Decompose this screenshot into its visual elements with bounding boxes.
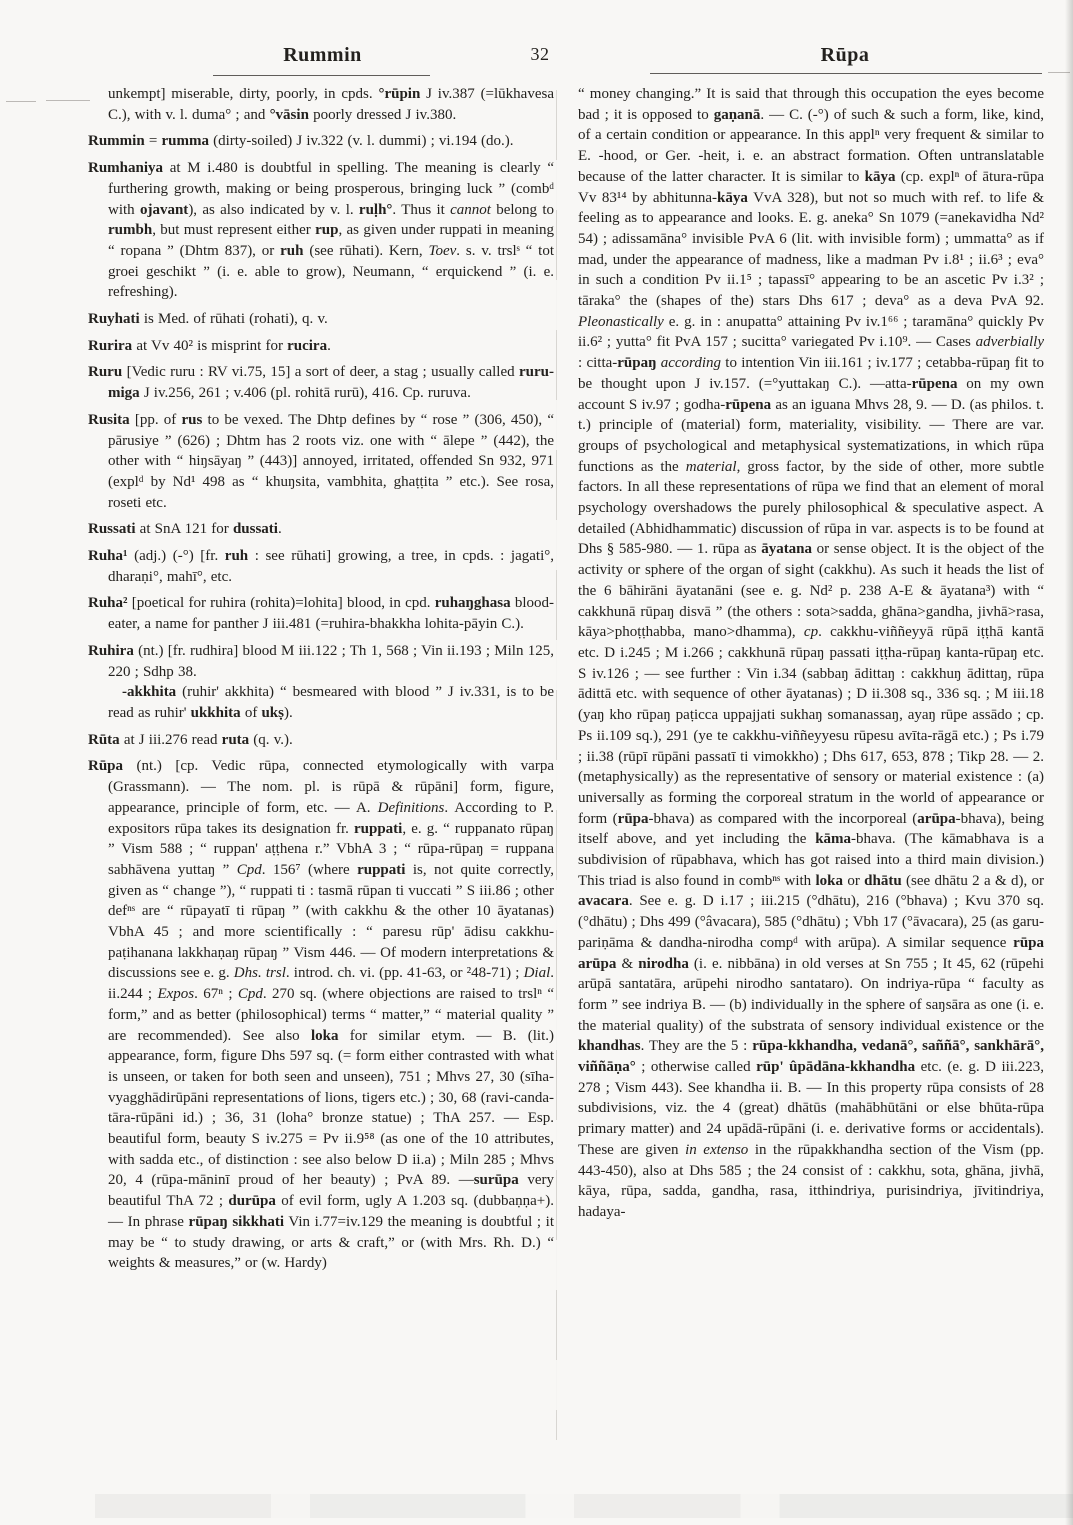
text-segment: Expos: [157, 986, 195, 1003]
text-segment: ).: [284, 704, 293, 721]
text-segment: ukṣ: [261, 704, 284, 721]
text-segment: kāya: [716, 189, 748, 206]
text-segment: [Vedic ruru : RV vi.75, 15] a sort of deer, a stag ; usually called: [122, 364, 519, 381]
text-segment: blood-eater, a name for panther J iii.481 (=ruhira-bhakkha lohita-pāyin C.).: [108, 595, 554, 633]
text-segment: (dirty-soiled) J iv.322 (v. l. dummi) ; vi.194 (do.).: [208, 133, 514, 150]
text-segment: Ruru: [88, 364, 123, 381]
text-segment: Ruhira: [88, 642, 134, 659]
text-segment: Rumhaniya: [88, 160, 164, 177]
text-segment: rup: [315, 222, 339, 239]
text-segment: rūp' ûpādāna-kkhandha: [756, 1059, 916, 1076]
text-segment: Rūpa: [88, 758, 124, 775]
text-segment: of evil form, ugly A 1.203 sq. (dubbaṇṇa+). — In phrase: [108, 1193, 554, 1230]
dictionary-entry: [88, 641, 554, 682]
text-segment: . cakkhu-viññeyyā rūpā iṭṭhā kantā etc. D i.245 ; M i.266 ; cakkhunā rūpaŋ passati iṭṭha-rūpaŋ kanta-rūpaŋ etc. S iv.126 ; — see further : Vin i.34 (sabbaŋ ādittaŋ : cakkhuŋ ādittaŋ, rūpa ādittā etc. with sequence of other āyatanas) ; D ii.308 sq., 336 sq. ; M iii.18 (yaŋ kho rūpaŋ paṭicca uppajjati sukhaŋ somanassaŋ, ayaŋ rūpe assādo ; cp. Ps ii.109 sq.), 291 (ye te cakkhu-viññeyyesu rūpesu avīta-rāgā etc.) ; Ps i.79 ; ii.38 (rūpī rūpāni passatī ti vimokkho) ; Dhs 617, 653, 878 ; Tikp 28. — 2. (metaphysically) as the representative of sensory or material existence : (a) universally as forming the corporeal stratum in the world of appearance or form (: [578, 624, 1044, 827]
text-segment: ruh: [280, 242, 304, 259]
text-segment: rumbh: [108, 222, 153, 239]
text-segment: at Vv 40² is misprint for: [132, 337, 288, 354]
text-segment: e. g. in : anupatta° attaining Pv iv.1⁶⁶ ; taramāna° quickly Pv ii.6² ; yutta° fit PvA 157 ; sucitta° variegated Pv i.10⁹. — Cases: [578, 313, 1044, 351]
text-segment: . Thus it: [392, 201, 451, 218]
text-segment: loka: [815, 872, 844, 889]
running-head-right: Rūpa: [820, 44, 870, 66]
header-rule-left: [213, 75, 430, 76]
scan-artifact-band: [95, 1494, 1073, 1518]
text-segment: : see rūhati] growing, a tree, in cpds. : jagati°, dharaṇi°, mahī°, etc.: [108, 548, 554, 585]
dictionary-entry: [88, 131, 554, 152]
text-segment: Ruha²: [88, 595, 128, 612]
text-segment: on my own account S iv.97 ; godha-: [578, 375, 1044, 413]
text-segment: etc. (e. g. D iii.223, 278 ; Vism 443). See khandha ii. B. — In this property rūpa consists of 28 subdivisions, viz. the 4 (great) dhātūs (mahābhūtāni or else bhūta-rūpa primary matter) and 24 upādā-rūpāni (i. e. derivative forms or accidentals). These are given: [578, 1059, 1044, 1158]
text-segment: (see dhātu 2 a & d), or: [901, 872, 1045, 889]
text-segment: Cpd: [236, 861, 262, 878]
text-segment: to intention Vin iii.161 ; iv.177 ; cetabba-rūpaŋ fit to be thought upon J iv.157. (=°yuttakaŋ C.). —atta-: [578, 355, 1044, 392]
text-segment: kāma: [815, 831, 852, 848]
text-segment: Definitions: [377, 799, 445, 816]
text-segment: adverbially: [975, 334, 1044, 351]
text-segment: , as given under ruppati in meaning “ ropana ” (Dhtm 837), or: [108, 222, 554, 259]
text-segment: ruḷh°: [358, 201, 393, 218]
page-number: 32: [530, 44, 550, 64]
text-segment: Vin i.77=iv.129 the meaning is doubtful ; it may be “ to study drawing, or arts & craft,” or (with Mrs. Rh. D.) “ weights & measures,” or (w. Hardy): [108, 1213, 555, 1272]
left-column: [88, 84, 554, 1280]
text-segment: is, not quite correctly, given as “ change ”), “ ruppati ti : tasmā rūpan ti vuccati ” S iii.86 ; other defⁿˢ are “ rūpayatī ti rūpaŋ ” (with cakkhu & the other 10 āyatanas) VbhA 45 ; and more scientifically : “ paresu rūp' ādisu cakkhu-paṭihanana lakkhaṇaŋ rūpaŋ ” Vism 446. — Of modern interpretations & discussions see e. g.: [108, 861, 554, 982]
scan-margin-dash: [1048, 72, 1070, 73]
text-segment: , e. g. “ ruppanato rūpaŋ ” Vism 588 ; “ ruppan' aṭṭhena r.” VbhA 3 ; “ rūpa-rūpaŋ = ruppana sabhāvena yuttaŋ ”: [108, 820, 554, 878]
dictionary-entry: [88, 410, 554, 514]
text-segment: . See e. g. D i.17 ; iii.215 (°dhātu), 216 (°bhava) ; Kvu 370 sq. (°dhātu) ; Dhs 499 (°âvacara), 585 (°dhātu) ; Vbh 17 (°āvacara), 25 (as garu-pariṇāma & dandha-nirodha compᵈ with arūpa). A similar sequence: [578, 893, 1044, 951]
text-segment: ruppati: [357, 861, 406, 878]
text-segment: -bhava. (The kāmabhava is a subdivision of rūpabhava, which has got raised into a third main division.) This triad is also found in combⁿˢ with: [578, 831, 1044, 889]
dictionary-entry: [88, 362, 554, 403]
text-segment: Russati: [88, 521, 136, 538]
text-segment: -akkhita: [122, 684, 177, 701]
text-segment: rūpena: [911, 375, 958, 392]
text-segment: -bhava), being itself above, and yet including the: [578, 810, 1045, 848]
text-segment: Rummin: [88, 133, 145, 150]
text-segment: khandhas: [578, 1038, 641, 1055]
text-segment: . They are the 5 :: [640, 1038, 753, 1055]
text-segment: rus: [181, 411, 203, 428]
text-segment: Rurira: [88, 337, 133, 354]
text-segment: very beautiful ThA 72 ;: [108, 1172, 554, 1210]
dictionary-entry: [88, 730, 554, 751]
text-segment: unkempt] miserable, dirty, poorly, in cpds.: [108, 86, 379, 102]
text-segment: “ money changing.” It is said that through this occupation the eyes become bad ; it is opposed to: [578, 86, 1044, 123]
text-segment: ruta: [221, 731, 250, 748]
text-segment: Toev: [428, 242, 457, 259]
dictionary-entry: [88, 519, 554, 540]
text-segment: rucira: [287, 337, 328, 354]
text-segment: at J iii.276 read: [119, 731, 222, 748]
dictionary-entry: [88, 593, 554, 634]
text-segment: ruru-miga: [108, 364, 554, 402]
text-segment: VvA 328), but not so much with ref. to life & feeling as to appearance and looks. E. g. aneka° Sn 1079 (=anekavidha Nd² 54) ; adissamāna° invisible PvA 6 (lit. with invisible form) ; ummatta° as if mad, under the appearance of madness, like a madman Pv i.8¹ ; ii.6³ ; eva° in such a condition Pv ii.1⁵ ; tapassī° appearing to be an ascetic Pv i.3² ; tāraka° the (shapes of the) stars Dhs 617 ; deva° as a deva PvA 92.: [578, 189, 1045, 310]
text-segment: .: [277, 521, 282, 538]
text-segment: . 270 sq. (where objections are raised to trslⁿ “ form,” and as better (philosophical) terms “ matter,” “ material quality ” are recommended). See also: [108, 986, 555, 1044]
text-segment: ruhaŋghasa: [434, 595, 511, 612]
text-segment: at SnA 121 for: [135, 521, 233, 538]
text-segment: . According to P. expositors rūpa takes its designation fr.: [108, 799, 555, 837]
text-segment: loka: [310, 1027, 339, 1044]
text-segment: Pleonastically: [578, 313, 664, 330]
text-segment: . s. v. trslˢ “ tot groei geschikt ” (i. e. able to grow), Neumann, “ erquickend ” (i. e. refreshing).: [108, 242, 555, 301]
text-segment: -bhava) as compared with the incorporeal (: [648, 810, 918, 827]
text-segment: (q. v.).: [249, 731, 293, 748]
right-column: [578, 84, 1044, 1280]
text-segment: J iv.256, 261 ; v.406 (pl. rohitā rurū), 416. Cp. ruruva.: [139, 385, 471, 402]
text-segment: cannot: [450, 201, 491, 218]
dictionary-entry: [88, 158, 554, 303]
text-segment: (see rūhati). Kern,: [303, 242, 429, 259]
text-segment: in the rūpakkhandha section of the Vism (pp. 443-450), also at Dhs 585 ; the 24 consist of : cakkhu, sota, ghāna, jivhā, kāya, rūpa, sadda, gandha, rasa, itthindriya, purisindriya, jīvitindriya, hadaya-: [578, 1141, 1045, 1220]
text-segment: rūpaŋ sikkhati: [188, 1213, 285, 1230]
text-segment: rūpa arūpa: [578, 934, 1044, 972]
text-segment: ruh: [224, 548, 249, 565]
text-segment: J iv.387 (=lūkhavesa C.), with v. l. duma° ; and: [108, 86, 554, 123]
dictionary-paragraph: [88, 682, 554, 723]
dictionary-entry: [88, 546, 554, 587]
dictionary-entry: [88, 309, 554, 330]
text-segment: durūpa: [228, 1193, 276, 1210]
text-segment: , gross factor, by the side of other, more subtle factors. In all these representations of rūpa we find that an element of moral psychology overshadows the purely philosophical & speculative aspect. A detailed (Abhidhammatic) discussion of rūpa in var. aspects is to be found at Dhs § 585-980. — 1. rūpa as: [578, 458, 1044, 558]
scan-margin-dash: [46, 100, 90, 101]
text-segment: avacara: [578, 893, 629, 910]
text-segment: ruppati: [354, 820, 403, 837]
text-segment: [pp. of: [129, 411, 182, 428]
header-rule-right: [650, 73, 1042, 74]
text-segment: rūpena: [725, 396, 772, 413]
text-segment: rumma: [161, 133, 209, 150]
text-segment: . introd. ch. vi. (pp. 41-63, or ²48-71) ;: [285, 965, 524, 982]
text-segment: Rūta: [88, 731, 120, 748]
text-segment: arūpa: [917, 810, 956, 827]
text-segment: Ruyhati: [88, 311, 140, 328]
text-segment: at M i.480 is doubtful in spelling. The meaning is clearly “ furthering growth, making or being prosperous, bringing luck ” (combᵈ with: [108, 160, 554, 218]
text-segment: āyatana: [761, 541, 813, 558]
text-segment: or: [843, 872, 865, 889]
text-segment: dhātu: [864, 872, 902, 889]
text-segment: Ruha¹: [88, 548, 128, 565]
text-segment: belong to: [490, 201, 555, 218]
text-segment: in extenso: [685, 1141, 749, 1158]
text-segment: (i. e. nibbāna) in old verses at Sn 755 ; It 45, 62 (rūpehi arūpā santatāra, arūpehi nirodho santataro). On indriya-rūpa “ faculty as form ” see indriya B. — (b) individually in the sphere of saŋsāra as one (i. e. the material quality) of the substrata of sensory individual existence or the: [578, 955, 1044, 1034]
text-segment: to be vexed. The Dhtp defines by “ rose ” (306, 450), “ pārusiye ” (626) ; Dhtm has 2 roots viz. one with “ ālepe ” (442), the other with “ hiŋsāyaŋ ” (443)] annoyed, irritated, offended Sn 932, 971 (explᵈ by Nd¹ 498 as “ khuŋsita, vambhita, ghaṭṭita ” etc.). See rosa, roseti etc.: [108, 411, 554, 511]
text-segment: =: [144, 133, 162, 150]
text-segment: . — C. (-°) of such & such a form, like, kind, of a certain condition or appearance. In this applⁿ very frequent & similar to E. -hood, or Ger. -heit, i. e. an abstract formation. Often untranslatable because of the latter character. It is similar to: [578, 106, 1044, 185]
text-segment: for similar etym. — B. (lit.) appearance, form, figure Dhs 597 sq. (= form either contrasted with what is unseen, or taken for both seen and unseen), 751 ; Mhvs 27, 30 (sīha-vyagghādirūpāni representations of lions, tigers etc.) ; 30, 68 (ravi-canda-tāra-rūpāni id.) ; 36, 31 (loha° bronze statue) ; ThA 257. — Esp. beautiful form, beauty S iv.275 = Pv ii.9⁵⁸ (as one of the 10 attributes, with sadda etc., of distinction : see also below D ii.a) ; Miln 285 ; Mhvs 20, 4 (rūpa-māninī proud of her beauty) ; PvA 89. —: [108, 1027, 554, 1189]
text-segment: .: [327, 337, 331, 354]
dictionary-paragraph: [88, 84, 554, 125]
text-segment: (ruhir' akkhita) “ besmeared with blood ” J iv.331, is to be read as ruhir': [108, 684, 554, 721]
text-segment: rūpa: [617, 810, 649, 827]
text-segment: &: [616, 955, 639, 972]
text-segment: Dial: [523, 965, 551, 982]
text-segment: as an iguana Mhvs 28, 9. — D. (as philos. t. t.) principle of (material) form, materiality, visibility. — There are var. groups of psychological and metaphysical systematizations, in which rūpa functions as the: [578, 396, 1044, 475]
text-columns: [88, 84, 1044, 1280]
text-segment: . ii.244 ;: [108, 965, 554, 1003]
running-head-left: Rummin: [283, 44, 362, 66]
dictionary-paragraph: [578, 84, 1044, 1223]
text-segment: kāya: [864, 168, 896, 185]
text-segment: dussati: [232, 521, 278, 538]
text-segment: (adj.) (-°) [fr.: [127, 548, 225, 565]
text-segment: ojavant: [139, 201, 189, 218]
text-segment: material: [685, 458, 737, 475]
dictionary-entry: [88, 336, 554, 357]
text-segment: Cpd: [237, 986, 263, 1003]
text-segment: ukkhita: [190, 704, 241, 721]
text-segment: °rūpin: [378, 86, 421, 102]
text-segment: rūpaŋ: [617, 355, 657, 372]
dictionary-entry: [88, 756, 554, 1274]
text-segment: is Med. of rūhati (rohati), q. v.: [139, 311, 328, 328]
text-segment: . 156⁷ (where: [261, 861, 358, 878]
text-segment: of: [240, 704, 262, 721]
text-segment: poorly dressed J iv.380.: [308, 106, 457, 123]
text-segment: cp: [803, 624, 819, 641]
text-segment: rūpa-kkhandha, vedanā°, saññā°, sankhārā°, viññāṇa°: [578, 1038, 1044, 1076]
text-segment: surūpa: [473, 1172, 519, 1189]
text-segment: or sense object. It is the object of the activity or sphere of the organ of sight (cakkhu). As such it heads the list of the 6 bāhirāni āyatanāni (see e. g. Nd² p. 238 A-E & āyatana³) with “ cakkhunā rūpaŋ disvā ” (the others : sota>sadda, ghāna>gandha, jivhā>rasa, kāya>phoṭṭhabba, mano>dhamma),: [578, 541, 1044, 641]
text-segment: nirodha: [638, 955, 689, 972]
text-segment: (nt.) [cp. Vedic rūpa, connected etymologically with varpa (Grassmann). — The nom. pl. is rūpā & rūpāni] form, figure, appearance, principle of form, etc. — A.: [108, 758, 554, 816]
text-segment: °vāsin: [269, 106, 309, 123]
text-segment: (nt.) [fr. rudhira] blood M iii.122 ; Th 1, 568 ; Vin ii.193 ; Miln 125, 220 ; Sdhp 38.: [108, 642, 554, 680]
text-segment: [poetical for ruhira (rohita)=lohita] blood, in cpd.: [127, 595, 435, 612]
scan-margin-dash: [6, 101, 36, 102]
text-segment: gaṇanā: [713, 106, 761, 123]
text-segment: Dhs. trsl: [233, 965, 286, 982]
text-segment: (cp. explⁿ of ātura-rūpa Vv 83¹⁴ by abhitunna-: [578, 168, 1044, 206]
text-segment: ; otherwise called: [635, 1059, 757, 1076]
text-segment: . 67ⁿ ;: [194, 986, 238, 1003]
text-segment: according: [660, 355, 721, 372]
text-segment: : citta-: [578, 355, 618, 372]
text-segment: Rusita: [88, 411, 130, 428]
text-segment: , but must represent either: [152, 222, 316, 239]
text-segment: ), as also indicated by v. l.: [188, 201, 359, 218]
